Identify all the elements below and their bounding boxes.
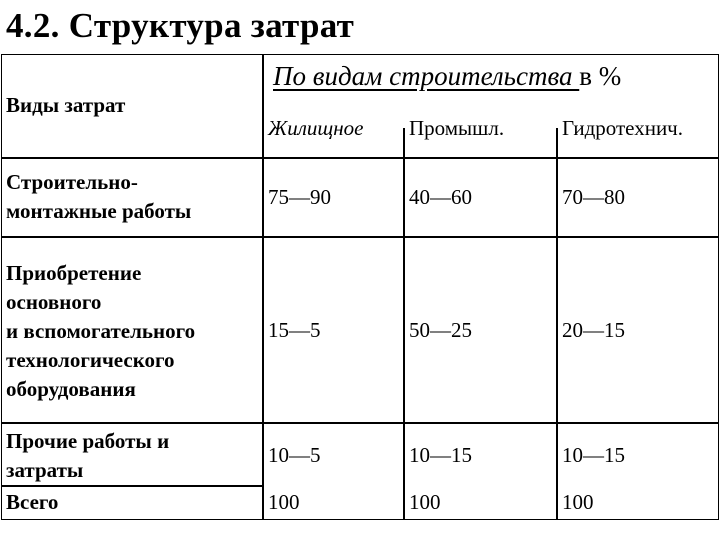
table-cell: 100 (409, 490, 441, 514)
table-cell: 50—25 (409, 318, 472, 342)
table-cell: 20—15 (562, 318, 625, 342)
page-title: 4.2. Структура затрат (6, 6, 355, 45)
table-cell: 75—90 (268, 185, 331, 209)
group-header-text: По видам строительства (273, 61, 580, 91)
column-header-residential: Жилищное (268, 116, 364, 140)
column-header-hydro: Гидротехнич. (562, 116, 683, 140)
grid-line (1, 422, 719, 424)
table-cell: 10—15 (409, 443, 472, 467)
column-header-industrial: Промышл. (409, 116, 505, 140)
table-cell: 70—80 (562, 185, 625, 209)
row-label: Приобретение основного и вспомогательного технологического оборудования (6, 261, 196, 401)
grid-line (1, 157, 719, 159)
table-cell: 100 (562, 490, 594, 514)
table-cell: 40—60 (409, 185, 472, 209)
grid-line (556, 128, 558, 520)
table-cell: 10—15 (562, 443, 625, 467)
table-cell: 15—5 (268, 318, 321, 342)
row-label: Прочие работы и затраты (6, 429, 170, 482)
grid-line (262, 54, 264, 520)
row-label: Всего (6, 490, 59, 514)
row-header-label: Виды затрат (6, 93, 126, 117)
group-header-unit: в % (579, 61, 622, 91)
grid-line (1, 236, 719, 238)
table-cell: 10—5 (268, 443, 321, 467)
row-label: Строительно- монтажные работы (6, 170, 192, 223)
grid-line (1, 485, 263, 487)
group-header (273, 58, 621, 94)
table-cell: 100 (268, 490, 300, 514)
grid-line (403, 128, 405, 520)
